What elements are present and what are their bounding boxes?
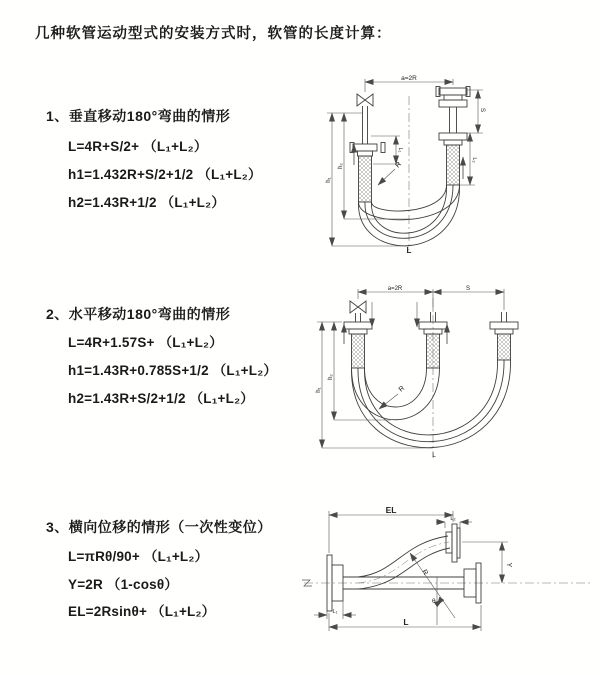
flange-right-upper [446, 524, 460, 562]
section2-formula-h1: h1=1.43R+0.785S+1/2 （L₁+L₂） [68, 363, 278, 378]
braided-hose-right [447, 145, 460, 185]
label-Y: Y [505, 562, 512, 568]
label-stroke-S: S [479, 107, 485, 113]
braided-hose-right [498, 334, 511, 360]
section1-formula-h2: h2=1.43R+1/2 （L₁+L₂） [68, 195, 226, 210]
label-radius: R [397, 384, 407, 394]
label-stroke-S: S [465, 286, 471, 292]
label-span: a=2R [387, 286, 403, 292]
section2-formula-L: L=4R+1.57S+ （L₁+L₂） [68, 335, 223, 350]
diagram-horizontal-180-bend [306, 282, 574, 464]
label-L: L [403, 617, 409, 627]
label-radius: R [394, 160, 403, 170]
radius-line [410, 553, 455, 618]
label-h1: h₁ [326, 177, 332, 183]
hose-displaced-position [358, 536, 450, 589]
label-fit2: L₂ [450, 516, 456, 522]
section3-formula-Y: Y=2R （1-cosθ） [68, 577, 179, 592]
flange-right-lower [439, 133, 467, 145]
pipe-stem-left [363, 106, 368, 144]
flange-left [350, 143, 385, 157]
label-EL: EL [385, 505, 397, 515]
braided-hose-middle [427, 334, 440, 368]
section1-formula-h1: h1=1.432R+S/2+1/2 （L₁+L₂） [68, 167, 262, 182]
hose-u-bends [351, 360, 510, 448]
braided-hose-left [352, 334, 365, 368]
section3-formula-EL: EL=2Rsinθ+ （L₁+L₂） [68, 604, 216, 619]
pipe-stem-right [450, 107, 457, 133]
label-length: L [406, 246, 412, 255]
label-length: L [432, 452, 436, 459]
flange-right-upper [436, 87, 470, 108]
label-h2: h₂ [328, 374, 334, 380]
label-h2: h₂ [338, 163, 344, 169]
label-fit1: L₁ [332, 609, 338, 615]
flange-left [344, 322, 372, 334]
page-title: 几种软管运动型式的安装方式时，软管的长度计算： [35, 26, 392, 42]
section2-heading: 2、水平移动180°弯曲的情形 [46, 306, 231, 322]
section3-heading: 3、横向位移的情形（一次性变位） [46, 519, 272, 535]
pipe-stem-left [356, 313, 361, 322]
label-fit2: L₂ [471, 157, 477, 163]
valve-symbol [350, 301, 366, 313]
section1-formula-L: L=4R+S/2+ （L₁+L₂） [68, 139, 208, 154]
section3-formula-L: L=πRθ/90+ （L₁+L₂） [68, 549, 209, 564]
label-radius: R [420, 568, 429, 577]
valve-symbol [357, 94, 373, 106]
flange-right [490, 322, 518, 334]
label-theta: θ [432, 598, 436, 605]
label-span: a=2R [401, 75, 417, 82]
diagram-vertical-180-bend [310, 68, 565, 258]
theta-arc [437, 600, 443, 606]
section1-heading: 1、垂直移动180°弯曲的情形 [46, 108, 231, 124]
pipe-stems [431, 312, 507, 322]
section2-formula-h2: h2=1.43R+S/2+1/2 （L₁+L₂） [68, 391, 254, 406]
diagram-lateral-displacement [296, 503, 600, 645]
radius-arrow [378, 169, 395, 185]
label-fit1: L₁ [397, 147, 403, 153]
label-h1: h₁ [316, 387, 322, 393]
braided-hose-left [359, 156, 372, 202]
